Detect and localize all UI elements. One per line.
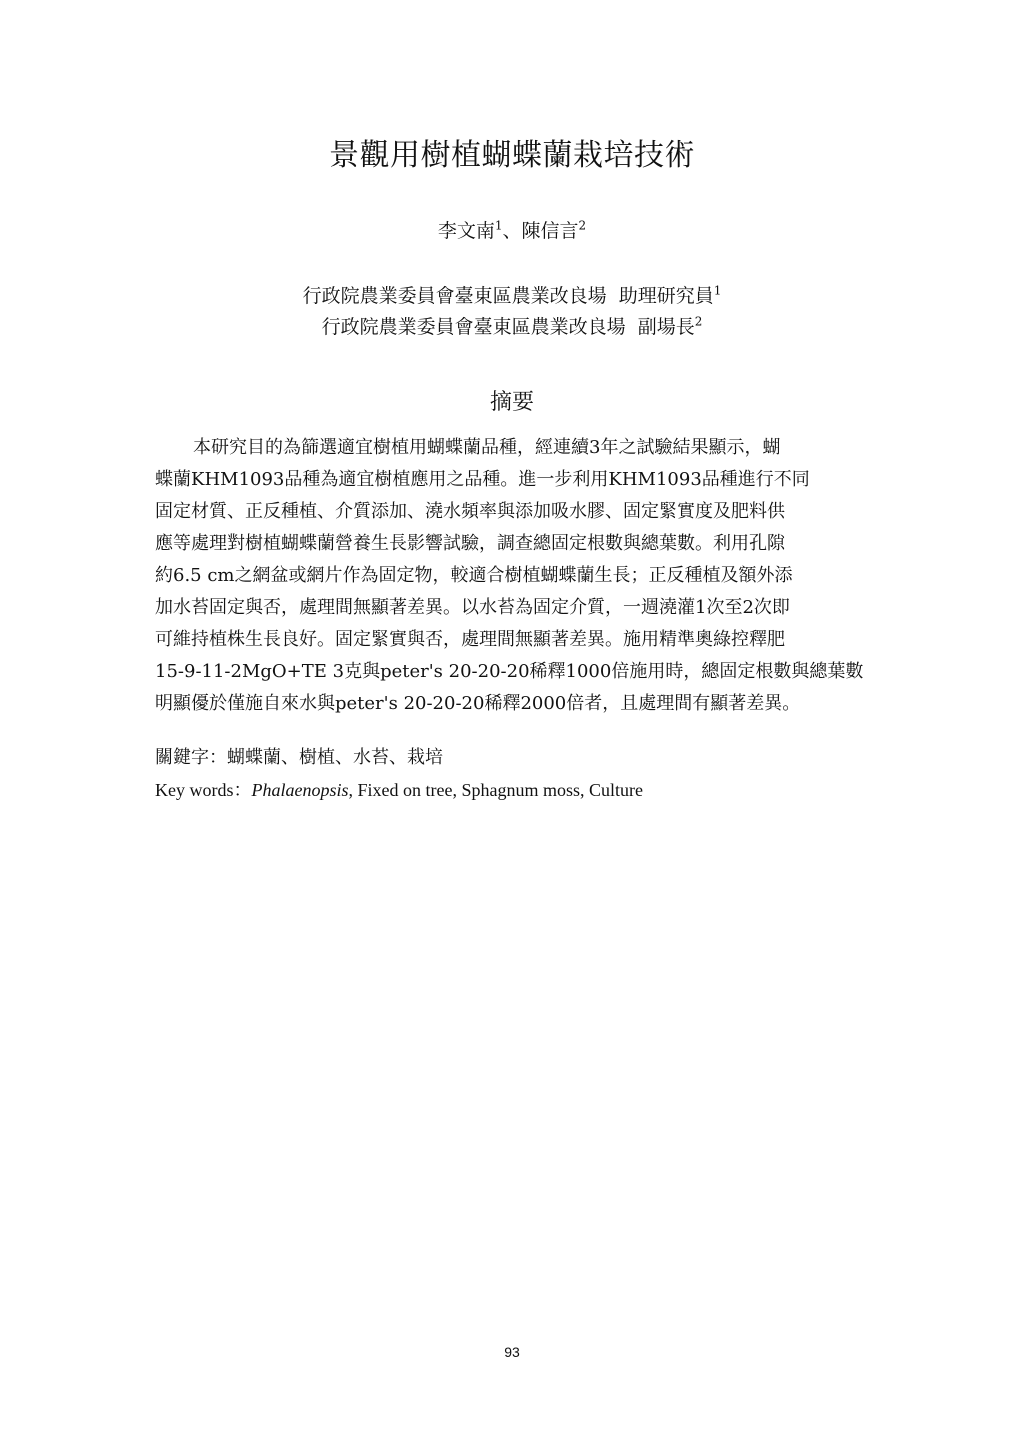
paper-title: 景觀用樹植蝴蝶蘭栽培技術 [329,138,695,173]
author-line [0,217,1024,245]
affiliation-line [0,313,1024,341]
abstract-line: 應等處理對樹植蝴蝶蘭營養生長影響試驗，調查總固定根數與總葉數。利用孔隙 [155,533,785,554]
affiliation-marker: 2 [694,314,703,329]
keyword-italic: Phalaenopsis [251,780,349,800]
abstract-line: 固定材質、正反種植、介質添加、澆水頻率與添加吸水膠、固定緊實度及肥料供 [155,501,785,522]
affiliation-line [0,282,1024,310]
keywords-english [155,774,643,806]
author-name: 陳信言 [521,220,579,242]
author-affiliation-marker: 1 [494,218,503,233]
abstract-line: 約6.5 cm之網盆或網片作為固定物，較適合樹植蝴蝶蘭生長；正反種植及額外添 [155,565,793,586]
author-separator: 、 [502,220,522,242]
abstract-line: 加水苔固定與否，處理間無顯著差異。以水苔為固定介質，一週澆灌1次至2次即 [155,597,790,618]
affiliation-text: 行政院農業委員會臺東區農業改良場 副場長 [321,316,695,338]
author-affiliation-marker: 2 [578,218,587,233]
keywords-rest: , Fixed on tree, Sphagnum moss, Culture [348,780,643,800]
abstract-line: 本研究目的為篩選適宜樹植用蝴蝶蘭品種，經連續3年之試驗結果顯示，蝴 [193,437,781,458]
abstract-line: 明顯優於僅施自來水與peter's 20-20-20稀釋2000倍者，且處理間有顯著差異。 [155,693,801,714]
affiliation-marker: 1 [713,283,722,298]
page-number: 93 [504,1344,520,1360]
author-name: 李文南 [437,220,495,242]
abstract-heading: 摘要 [489,390,534,415]
abstract-line: 可維持植株生長良好。固定緊實與否，處理間無顯著差異。施用精準奧綠控釋肥 [155,629,785,650]
keywords-chinese: 關鍵字：蝴蝶蘭、樹植、水苔、栽培 [155,747,443,768]
abstract-body [155,432,869,720]
keywords-label: Key words： [155,780,252,800]
affiliation-text: 行政院農業委員會臺東區農業改良場 助理研究員 [302,285,714,307]
abstract-line: 蝶蘭KHM1093品種為適宜樹植應用之品種。進一步利用KHM1093品種進行不同 [155,469,810,490]
abstract-line: 15-9-11-2MgO+TE 3克與peter's 20-20-20稀釋1000倍施用時，總固定根數與總葉數 [155,661,864,682]
